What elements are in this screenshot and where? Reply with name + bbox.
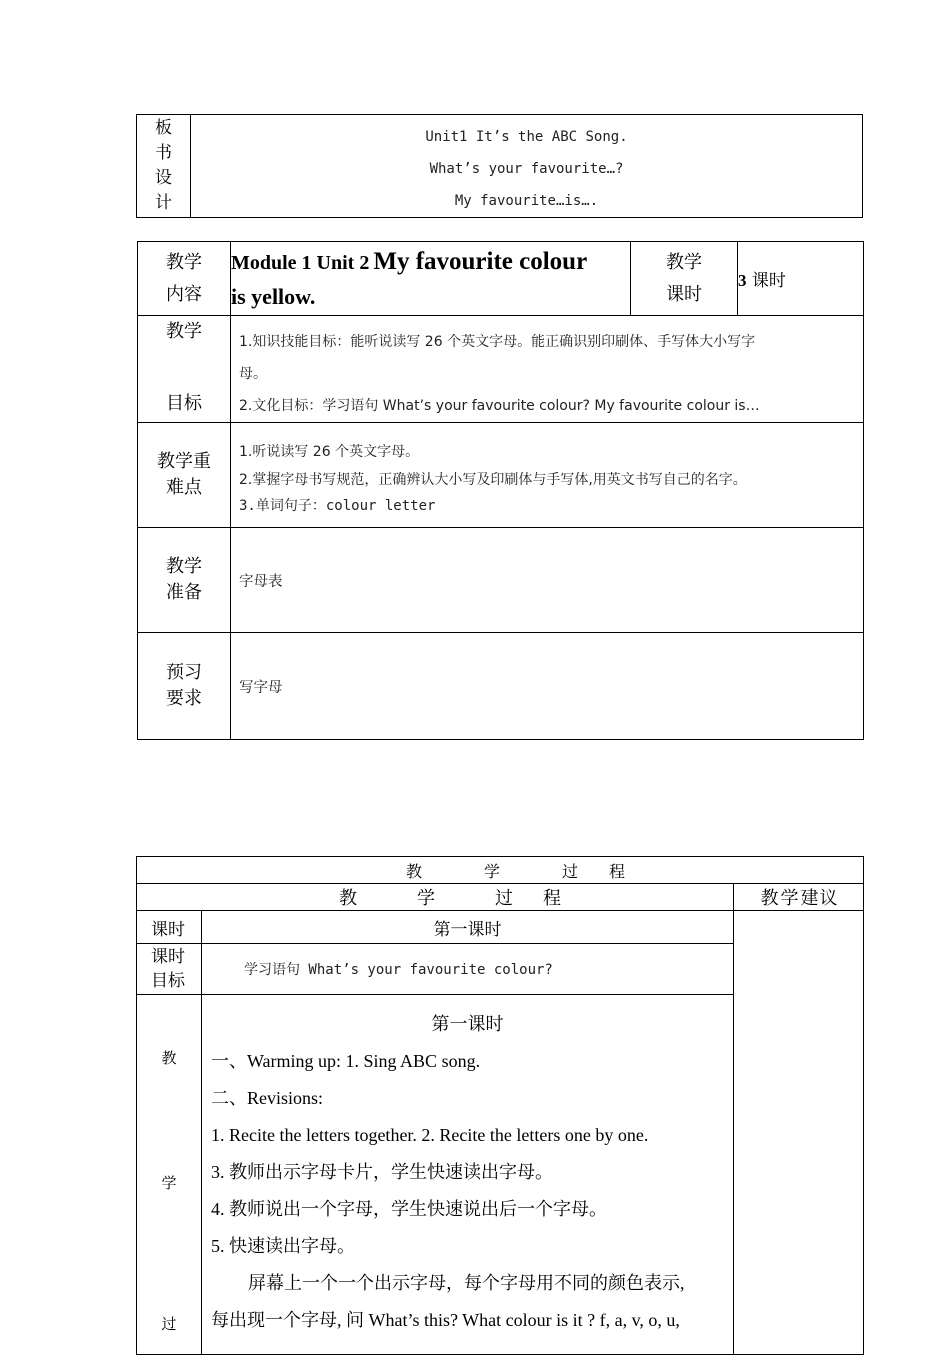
hours-value	[738, 242, 864, 316]
prep-label	[138, 528, 231, 633]
advice-header	[734, 884, 864, 911]
period-value: 第一课时	[202, 911, 734, 944]
hours-label	[631, 242, 738, 316]
header-char: 教	[339, 888, 357, 909]
lesson-plan-table	[137, 241, 864, 740]
process-line: 5. 快速读出字母。	[211, 1236, 355, 1256]
process-header	[137, 857, 864, 884]
goal-line: 2.文化目标：学习语句 What’s your favourite colour? My favourite colour is…	[239, 398, 760, 414]
header-char: 过	[561, 861, 578, 881]
label-char: 计	[155, 193, 172, 213]
label-char: 板	[155, 118, 172, 138]
header-char: 议	[819, 888, 838, 909]
target-value: 学习语句 What’s your favourite colour?	[202, 944, 734, 995]
label-line: 目标	[166, 393, 202, 414]
process-line: 屏幕上一个一个出示字母，每个字母用不同的颜色表示,	[248, 1273, 685, 1293]
board-line: What’s your favourite…?	[429, 161, 624, 177]
label-line: 教学	[666, 251, 702, 273]
header-char: 学	[483, 861, 500, 881]
goals-label	[138, 316, 231, 423]
lesson-title	[231, 242, 631, 316]
header-char: 程	[543, 888, 561, 909]
label-line: 难点	[166, 477, 202, 498]
goal-line: 母。	[239, 366, 267, 382]
keypoints-text	[231, 423, 864, 528]
preview-label	[138, 633, 231, 740]
keypoint-line: 2.掌握字母书写规范，正确辨认大小写及印刷体与手写体,用英文书写自己的名字。	[239, 472, 747, 488]
header-char: 教	[760, 888, 779, 909]
label-line: 教学	[166, 556, 202, 577]
process-line: 一、Warming up: 1. Sing ABC song.	[211, 1051, 481, 1071]
header-char: 学	[780, 888, 799, 909]
process-line: 二、Revisions:	[211, 1088, 324, 1108]
label-line: 准备	[166, 582, 202, 603]
target-label	[137, 944, 202, 995]
label-char: 设	[155, 168, 172, 188]
label-char: 教	[161, 1049, 177, 1067]
lesson-heading: 第一课时	[431, 1014, 504, 1035]
process-line: 1. Recite the letters together. 2. Recite the letters one by one.	[211, 1125, 649, 1145]
board-design-content	[191, 115, 863, 218]
header-char: 程	[608, 861, 625, 881]
process-line: 每出现一个字母, 问 What’s this? What colour is it ? f, a, v, o, u,	[211, 1310, 680, 1330]
label-line: 预习	[166, 662, 202, 683]
process-subheader	[137, 884, 734, 911]
label-line: 内容	[166, 283, 202, 305]
label-line: 教学	[166, 251, 202, 273]
keypoint-line: 1.听说读写 26 个英文字母。	[239, 444, 420, 460]
label-line: 要求	[166, 688, 202, 709]
hours-unit: 课时	[751, 271, 786, 291]
keypoint-line: 3.单词句子：colour letter	[239, 498, 436, 514]
content-label	[138, 242, 231, 316]
period-label: 课时	[137, 911, 202, 944]
goal-line: 1.知识技能目标：能听说读写 26 个英文字母。能正确识别印刷体、手写体大小写字	[239, 334, 756, 350]
label-line: 教学重	[157, 451, 211, 472]
label-line: 教学	[166, 321, 202, 342]
header-char: 过	[495, 888, 513, 909]
process-table	[136, 856, 864, 1355]
header-char: 学	[417, 888, 435, 909]
process-line: 4. 教师说出一个字母，学生快速说出后一个字母。	[211, 1199, 607, 1219]
header-char: 教	[405, 861, 422, 881]
prep-text: 字母表	[231, 528, 864, 633]
label-line: 课时	[151, 947, 185, 967]
advice-cell	[734, 911, 864, 1355]
header-char: 建	[800, 888, 819, 909]
process-line: 3. 教师出示字母卡片，学生快速读出字母。	[211, 1162, 553, 1182]
keypoints-label	[138, 423, 231, 528]
label-line: 目标	[151, 971, 185, 991]
title-main: My favourite colour	[373, 248, 588, 275]
hours-number: 3	[738, 271, 747, 290]
title-module: Module 1 Unit 2	[231, 252, 370, 274]
label-line: 课时	[666, 283, 702, 305]
label-char: 过	[161, 1315, 177, 1333]
process-content	[202, 995, 734, 1355]
board-design-label	[137, 115, 191, 218]
label-char: 书	[155, 143, 172, 163]
title-continued: is yellow.	[231, 284, 316, 309]
goals-text	[231, 316, 864, 423]
board-line: Unit1 It’s the ABC Song.	[425, 129, 628, 145]
board-line: My favourite…is….	[454, 193, 599, 209]
preview-text: 写字母	[231, 633, 864, 740]
board-design-table	[136, 114, 863, 218]
process-side-label	[137, 995, 202, 1355]
label-char: 学	[161, 1174, 177, 1192]
